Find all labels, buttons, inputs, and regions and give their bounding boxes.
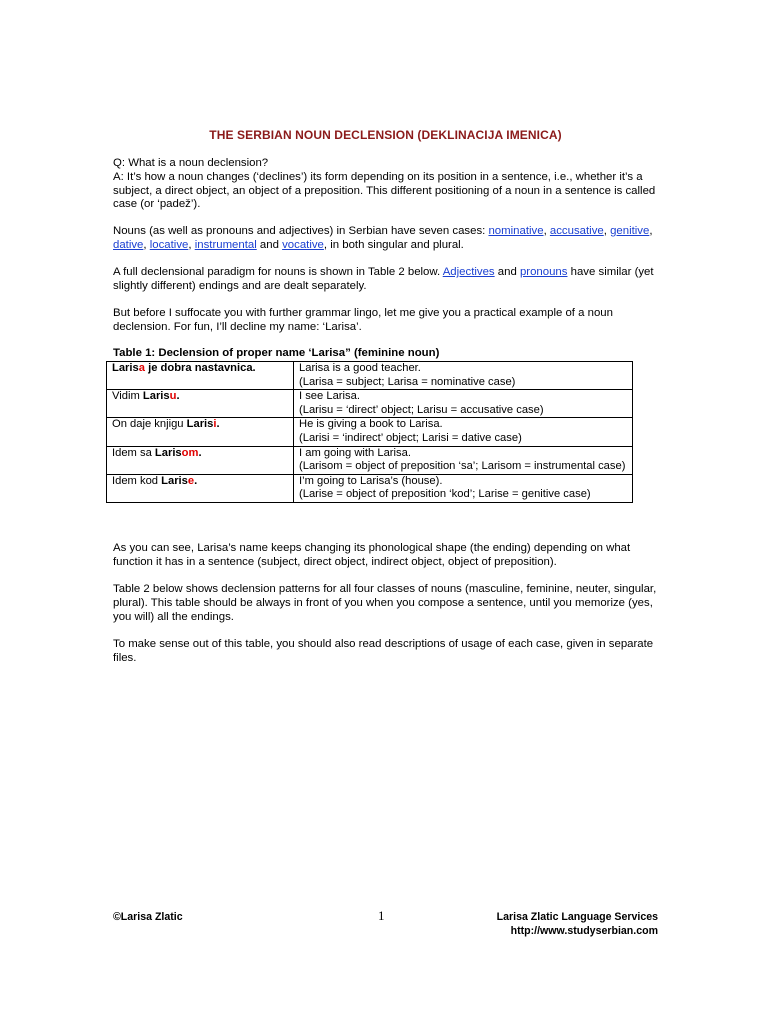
english-translation: I see Larisa. [299,390,360,403]
table2-paragraph: Table 2 below shows declension patterns for all four classes of nouns (masculine, feminine, neuter, singular, plural). This table should be always in front of you when you compose a sentence, until you memorize (yes, you will) all the endings. [113,583,657,623]
sentence-suffix: . [216,418,220,431]
sentence-suffix: . [176,390,180,403]
translation-cell [294,474,633,502]
sentence-prefix: Idem kod [112,474,162,487]
english-translation: I’m going to Larisa’s (house). [299,474,443,487]
declension-table [106,361,633,503]
table-row [107,390,633,418]
table1-caption: Table 1: Declension of proper name ‘Larisa” (feminine noun) [113,347,440,359]
sentence-suffix: . [198,446,202,459]
table-row [107,446,633,474]
link-pronouns[interactable]: pronouns [519,266,568,278]
paradigm-text-mid: and [494,266,520,278]
english-translation: I am going with Larisa. [299,446,411,459]
name-stem: Laris [154,446,182,459]
cases-intro: Nouns (as well as pronouns and adjectives) in Serbian have seven cases: [113,225,489,237]
case-ending: a [138,362,145,374]
table-row [107,474,633,502]
example-paragraph: But before I suffocate you with further grammar lingo, let me give you a practical example of a noun declension. For fun, I’ll decline my name: ‘Larisa’. [113,307,613,333]
sentence-prefix: Idem sa [112,446,155,459]
link-accusative[interactable]: accusative [549,225,604,237]
name-stem: Laris [142,390,170,403]
answer-text: A: It’s how a noun changes (‘declines’) its form depending on its position in a sentence, i.e., whether it’s a subject, a direct object, an object of a preposition. This different positioning of a noun in a sentence is called case (or ‘padež’). [113,170,656,211]
separator: , [543,225,550,237]
case-ending: om [181,446,199,459]
name-stem: Laris [186,418,214,431]
sense-paragraph: To make sense out of this table, you should also read descriptions of usage of each case, given in separate files. [113,638,654,664]
case-note: (Larisi = ‘indirect’ object; Larisi = dative case) [299,431,522,444]
paradigm-text-before: A full declensional paradigm for nouns is shown in Table 2 below. [113,266,443,278]
serbian-sentence-cell [107,390,294,418]
serbian-sentence-cell [107,362,294,390]
separator: , [188,238,195,251]
english-translation: Larisa is a good teacher. [299,362,421,374]
separator: , [603,225,611,237]
link-nominative[interactable]: nominative [488,225,544,237]
case-ending: u [169,390,177,403]
link-genitive[interactable]: genitive [610,225,650,237]
paradigm-paragraph [113,266,658,294]
footer-company: Larisa Zlatic Language Services [496,911,658,923]
case-ending: i [213,418,217,431]
document-page [113,0,658,1024]
cases-paragraph [113,225,658,253]
page-title: THE SERBIAN NOUN DECLENSION (DEKLINACIJA IMENICA) [209,128,562,142]
case-note: (Larise = object of preposition ‘kod’; Larise = genitive case) [299,488,591,501]
qa-block [113,157,658,212]
link-adjectives[interactable]: Adjectives [442,266,495,278]
table-row [107,362,633,390]
paradigm-text-after: have similar (yet slightly different) endings and are dealt separately. [113,266,654,292]
table-row [107,418,633,446]
sentence-suffix: je dobra nastavnica. [144,362,256,374]
translation-cell [294,418,633,446]
separator: and [256,238,283,251]
translation-cell [294,446,633,474]
serbian-sentence-cell [107,446,294,474]
translation-cell [294,390,633,418]
translation-cell [294,362,633,390]
link-dative[interactable]: dative [113,238,144,251]
footer-page-number: 1 [378,908,385,923]
cases-outro: , in both singular and plural. [323,238,464,251]
link-locative[interactable]: locative [149,238,189,251]
serbian-sentence-cell [107,474,294,502]
footer-url[interactable]: http://www.studyserbian.com [510,924,658,937]
sentence-suffix: . [194,474,198,487]
case-note: (Larisu = ‘direct’ object; Larisu = accusative case) [299,403,544,416]
case-note: (Larisom = object of preposition ‘sa’; Larisom = instrumental case) [299,460,626,473]
english-translation: He is giving a book to Larisa. [299,418,443,431]
after-table-paragraph: As you can see, Larisa’s name keeps changing its phonological shape (the ending) depending on what function it has in a sentence (subject, direct object, indirect object, object of preposition). [113,542,631,568]
separator: , [649,225,653,237]
name-stem: Laris [112,362,139,374]
case-note: (Larisa = subject; Larisa = nominative case) [299,375,516,388]
separator: , [143,238,150,251]
footer-right [398,911,658,938]
sentence-prefix: Vidim [112,390,143,403]
question-text: Q: What is a noun declension? [113,157,269,169]
footer-copyright: ©Larisa Zlatic [113,911,183,923]
link-instrumental[interactable]: instrumental [194,238,257,251]
sentence-prefix: On daje knjigu [112,418,187,431]
case-ending: e [187,474,195,487]
serbian-sentence-cell [107,418,294,446]
link-vocative[interactable]: vocative [282,238,324,251]
name-stem: Laris [161,474,188,487]
